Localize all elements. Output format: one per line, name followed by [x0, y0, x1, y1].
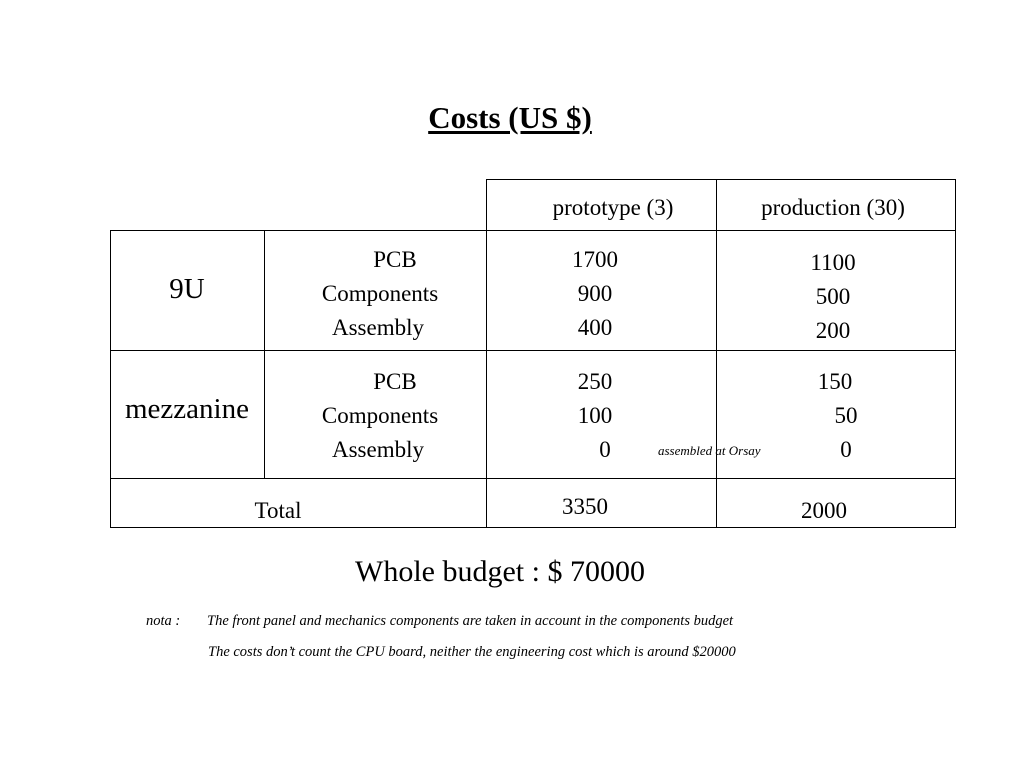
total-label: Total	[254, 498, 302, 523]
page-title: Costs (US $)	[428, 100, 592, 135]
total-production: 2000	[801, 498, 847, 523]
item-pcb: PCB	[373, 247, 417, 272]
item-assembly: Assembly	[332, 315, 424, 340]
whole-budget: Whole budget : $ 70000	[355, 555, 645, 588]
item-label	[280, 365, 480, 467]
value-cell: 250	[577, 369, 613, 394]
table-border-left	[110, 230, 111, 528]
note-line-1: The front panel and mechanics components are taken in account in the components budget	[207, 613, 734, 629]
table-row-divider-1	[110, 350, 956, 351]
note-line-2: The costs don’t count the CPU board, neither the engineering cost which is around $20000	[208, 644, 736, 660]
column-header-production: production (30)	[761, 195, 905, 220]
table-divider-production	[716, 179, 717, 528]
table-divider-prototype	[486, 179, 487, 528]
prototype-values-9u	[545, 243, 645, 345]
value-cell: 1100	[810, 250, 856, 275]
prototype-values-mezzanine	[545, 365, 645, 467]
assembly-annotation: assembled at Orsay	[658, 443, 761, 458]
group-label-mezzanine: mezzanine	[125, 393, 249, 425]
column-header-prototype: prototype (3)	[552, 195, 674, 220]
value-cell: 900	[577, 281, 613, 306]
total-prototype: 3350	[562, 494, 608, 519]
value-cell: 0	[599, 437, 611, 462]
item-components: Components	[321, 281, 439, 306]
production-values-mezzanine	[785, 365, 885, 467]
value-cell: 50	[834, 403, 858, 428]
value-cell: 1700	[572, 247, 618, 272]
value-cell: 500	[815, 284, 851, 309]
table-border-top-body	[110, 230, 956, 231]
value-cell: 150	[817, 369, 853, 394]
item-label	[280, 243, 480, 345]
note-label: nota :	[146, 613, 181, 629]
value-cell: 200	[815, 318, 851, 343]
value-cell: 0	[840, 437, 852, 462]
value-cell: 400	[577, 315, 613, 340]
group-label-9u: 9U	[169, 273, 205, 305]
table-border-right	[955, 179, 956, 528]
item-pcb: PCB	[373, 369, 417, 394]
table-border-top-header	[486, 179, 956, 180]
value-cell: 100	[577, 403, 613, 428]
table-divider-group	[264, 230, 265, 478]
item-components: Components	[321, 403, 439, 428]
item-assembly: Assembly	[332, 437, 424, 462]
table-row-divider-2	[110, 478, 956, 479]
production-values-9u	[783, 246, 883, 348]
